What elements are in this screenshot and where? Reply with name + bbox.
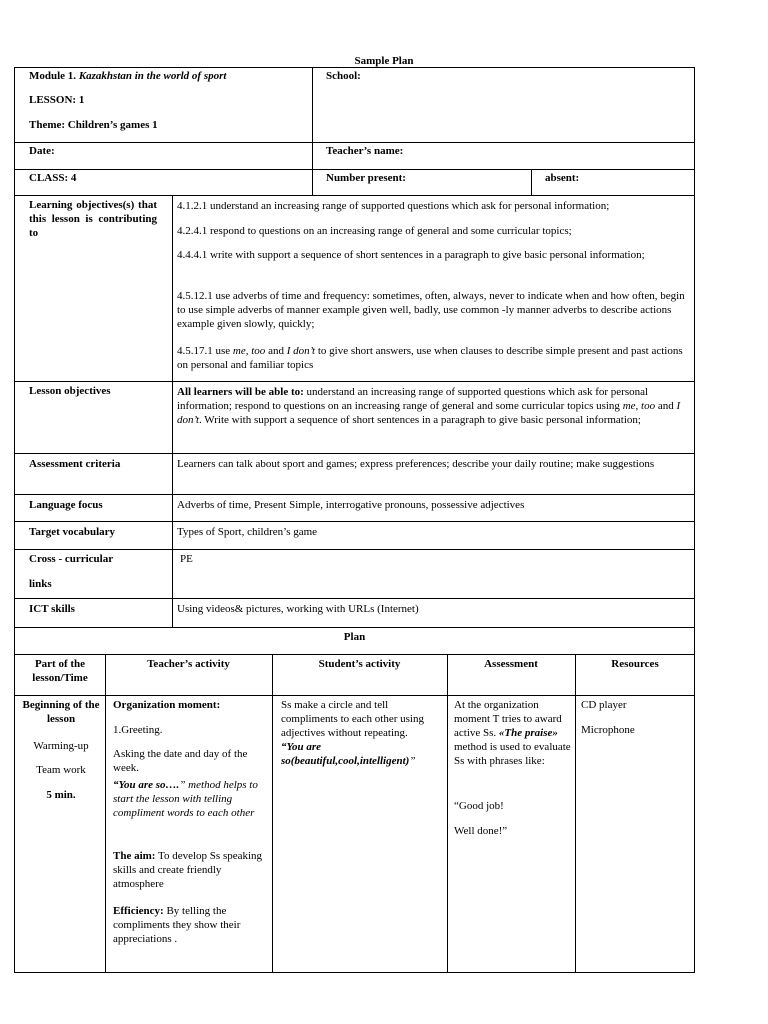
school-label: School:: [326, 70, 361, 82]
number-present-label: Number present:: [326, 172, 406, 184]
teacher-asking: Asking the date and day of the week.: [113, 748, 248, 774]
ict-skills-label: ICT skills: [29, 603, 75, 615]
ict-skills-text: Using videos& pictures, working with URLs (Internet): [177, 603, 419, 615]
target-vocabulary-text: Types of Sport, children’s game: [177, 526, 318, 538]
resource-cd-player: CD player: [581, 699, 627, 711]
column-header-resources: Resources: [611, 658, 659, 670]
assessment-text: At the organization moment T tries to award active Ss. «The praise» method is used to evaluate Ss with phrases like:: [454, 699, 571, 767]
column-header-part: Part of the lesson/Time: [32, 658, 88, 684]
teacher-name-label: Teacher’s name:: [326, 145, 404, 157]
language-focus-label: Language focus: [29, 499, 103, 511]
student-activity: Ss make a circle and tell compliments to each other using adjectives without repeating. “You are so(beautiful,cool,intelligent)”: [281, 699, 424, 767]
assessment-phrase-well-done: Well done!”: [454, 825, 508, 837]
lesson-objectives-label: Lesson objectives: [29, 385, 111, 397]
date-label: Date:: [29, 145, 55, 157]
lesson-part-title: Beginning of the lesson: [22, 699, 100, 725]
teacher-aim: The aim: To develop Ss speaking skills and create friendly atmosphere: [113, 850, 263, 890]
document-title: Sample Plan: [354, 55, 414, 67]
column-header-assessment: Assessment: [484, 658, 538, 670]
lesson-theme: Theme: Children’s games 1: [29, 119, 158, 131]
assessment-criteria-label: Assessment criteria: [29, 458, 121, 470]
assessment-phrase-good-job: “Good job!: [454, 800, 504, 812]
learning-objective-item: 4.1.2.1 understand an increasing range of supported questions which ask for personal information;: [177, 200, 610, 212]
cross-curricular-label: Cross - curricular: [29, 553, 114, 565]
class-label: CLASS: 4: [29, 172, 77, 184]
teacher-greeting: 1.Greeting.: [113, 724, 163, 736]
teacher-efficiency: Efficiency: By telling the compliments they show their appreciations .: [113, 905, 241, 945]
lesson-part-time: 5 min.: [46, 789, 76, 801]
column-header-teacher: Teacher’s activity: [147, 658, 230, 670]
teacher-method: “You are so….” method helps to start the lesson with telling compliment words to each other: [113, 779, 258, 819]
learning-objectives-label: Learning objectives(s) that this lesson is contributing to: [29, 199, 157, 239]
target-vocabulary-label: Target vocabulary: [29, 526, 116, 538]
lesson-part-teamwork: Team work: [36, 764, 86, 776]
lesson-number: LESSON: 1: [29, 94, 85, 106]
learning-objective-item: 4.5.12.1 use adverbs of time and frequency: sometimes, often, always, never to indicate when and how often, begin to use simple adverbs of manner example given well, badly, use common -ly manner adverbs to describe actions example given slowly, quickly;: [177, 290, 685, 330]
module-title: Module 1. Kazakhstan in the world of sport: [29, 70, 227, 82]
cross-curricular-text: PE: [180, 553, 193, 565]
lesson-part-warming: Warming-up: [33, 740, 89, 752]
language-focus-text: Adverbs of time, Present Simple, interrogative pronouns, possessive adjectives: [177, 499, 525, 511]
learning-objective-item: 4.2.4.1 respond to questions on an increasing range of general and some curricular topics;: [177, 225, 572, 237]
lesson-objectives-text: All learners will be able to: understand an increasing range of supported questions which ask for personal information; respond to questions on an increasing range of general and some curricular topics using me, too and I don’t. Write with support a sequence of short sentences in a paragraph to give basic personal information;: [177, 386, 681, 426]
resource-microphone: Microphone: [581, 724, 635, 736]
absent-label: absent:: [545, 172, 580, 184]
assessment-criteria-text: Learners can talk about sport and games; express preferences; describe your daily routine; make suggestions: [177, 458, 655, 470]
cross-curricular-label-2: links: [29, 578, 52, 590]
plan-title: Plan: [343, 631, 366, 643]
teacher-org-moment: Organization moment:: [113, 699, 221, 711]
column-header-student: Student’s activity: [318, 658, 401, 670]
learning-objective-item: 4.4.4.1 write with support a sequence of short sentences in a paragraph to give basic personal information;: [177, 249, 645, 261]
learning-objective-item: 4.5.17.1 use me, too and I don’t to give short answers, use when clauses to describe simple present and past actions on personal and familiar topics: [177, 345, 683, 371]
